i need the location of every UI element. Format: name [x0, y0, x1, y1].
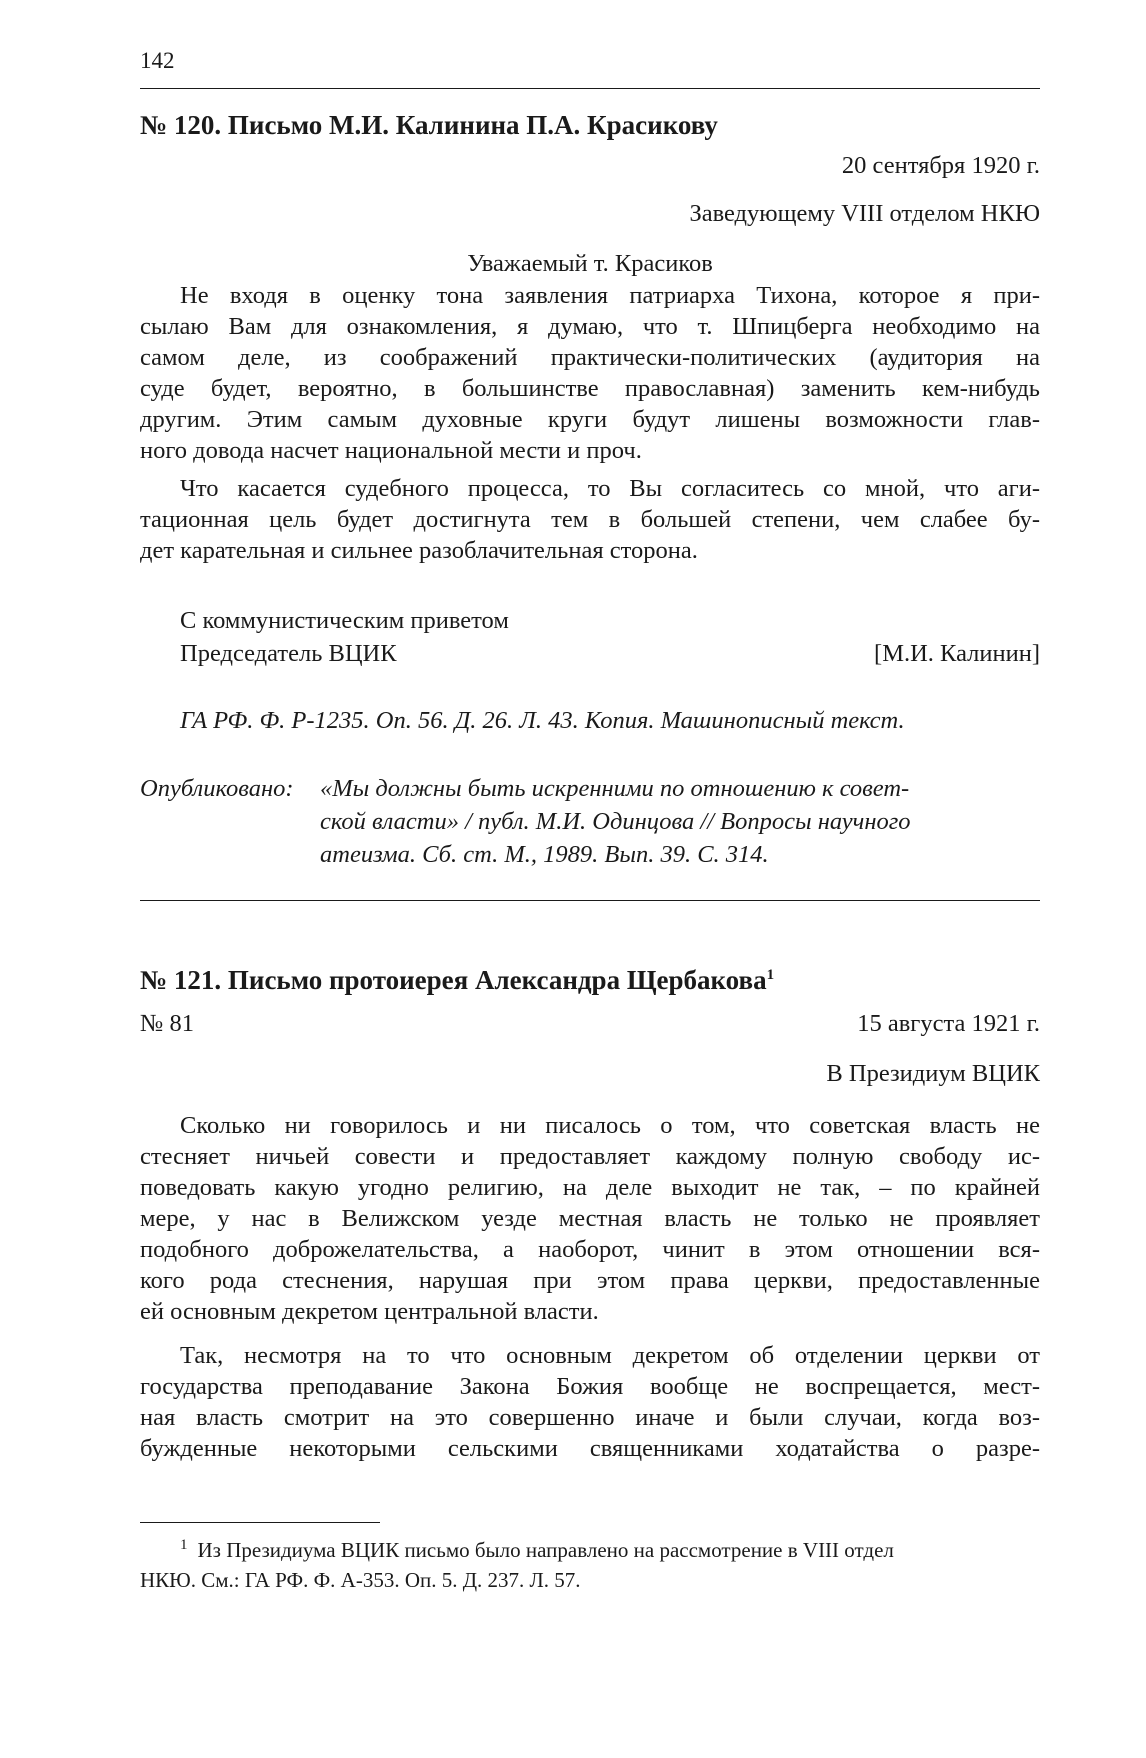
text-line: Что касается судебного процесса, то Вы согласитесь со мной, что аги-: [180, 475, 1040, 502]
published-line: атеизма. Сб. ст. М., 1989. Вып. 39. С. 314.: [320, 841, 769, 868]
doc120-salutation: Уважаемый т. Красиков: [467, 250, 713, 277]
page-number: 142: [140, 48, 175, 73]
doc120-date: 20 сентября 1920 г.: [841, 152, 1040, 179]
text-line: бужденные некоторыми сельскими священниками ходатайства о разре-: [140, 1435, 1040, 1462]
doc121-addressee: В Президиум ВЦИК: [826, 1060, 1040, 1087]
doc120-closing: С коммунистическим приветом: [180, 607, 509, 634]
doc120-addressee: Заведующему VIII отделом НКЮ: [689, 200, 1040, 227]
footnote-reference: 1: [766, 967, 775, 983]
doc121-heading: [140, 965, 774, 996]
published-line: «Мы должны быть искренними по отношению к совет-: [320, 775, 910, 802]
text-line: Так, несмотря на то что основным декретом об отделении церкви от: [180, 1342, 1040, 1369]
text-line: сылаю Вам для ознакомления, я думаю, что т. Шпицберга необходимо на: [140, 313, 1040, 340]
header-rule: [140, 88, 1040, 89]
text-line: ей основным декретом центральной власти.: [140, 1298, 599, 1325]
text-line: государства преподавание Закона Божия вообще не воспрещается, мест-: [140, 1373, 1040, 1400]
footnote-line: НКЮ. См.: ГА РФ. Ф. А-353. Оп. 5. Д. 237. Л. 57.: [140, 1568, 581, 1592]
text-line: кого рода стеснения, нарушая при этом права церкви, предоставленные: [140, 1267, 1040, 1294]
footnote-text: Из Президиума ВЦИК письмо было направлено на рассмотрение в VIII отдел: [197, 1538, 894, 1562]
text-line: самом деле, из соображений практически-политических (аудитория на: [140, 344, 1040, 371]
footnote-line: [180, 1538, 894, 1563]
text-line: Не входя в оценку тона заявления патриарха Тихона, которое я при-: [180, 282, 1040, 309]
text-line: подобного доброжелательства, а наоборот, чинит в этом отношении вся-: [140, 1236, 1040, 1263]
text-line: дет карательная и сильнее разоблачительная сторона.: [140, 537, 698, 564]
footnote-rule: [140, 1522, 380, 1523]
doc121-number: № 81: [140, 1010, 195, 1037]
doc121-date: 15 августа 1921 г.: [857, 1010, 1040, 1037]
doc120-signature: [М.И. Калинин]: [874, 640, 1040, 667]
text-line: ного довода насчет национальной мести и проч.: [140, 437, 642, 464]
section-rule: [140, 900, 1040, 901]
text-line: ная власть смотрит на это совершенно иначе и были случаи, когда воз-: [140, 1404, 1040, 1431]
footnote-mark: 1: [180, 1537, 188, 1553]
doc120-heading: № 120. Письмо М.И. Калинина П.А. Красикову: [140, 110, 718, 140]
text-line: мере, у нас в Велижском уезде местная власть не только не проявляет: [140, 1205, 1040, 1232]
published-line: ской власти» / публ. М.И. Одинцова // Вопросы научного: [320, 808, 911, 835]
doc121-heading-text: № 121. Письмо протоиерея Александра Щербакова: [140, 965, 767, 995]
text-line: другим. Этим самым духовные круги будут лишены возможности глав-: [140, 406, 1040, 433]
doc120-archive-ref: ГА РФ. Ф. Р-1235. Оп. 56. Д. 26. Л. 43. Копия. Машинописный текст.: [180, 707, 905, 734]
text-line: Сколько ни говорилось и ни писалось о том, что советская власть не: [180, 1112, 1040, 1139]
text-line: стесняет ничьей совести и предоставляет каждому полную свободу ис-: [140, 1143, 1040, 1170]
text-line: тационная цель будет достигнута тем в большей степени, чем слабее бу-: [140, 506, 1040, 533]
text-line: суде будет, вероятно, в большинстве православная) заменить кем-нибудь: [140, 375, 1040, 402]
published-label: Опубликовано:: [140, 775, 294, 802]
doc120-position: Председатель ВЦИК: [180, 640, 397, 667]
text-line: поведовать какую угодно религию, на деле выходит не так, – по крайней: [140, 1174, 1040, 1201]
